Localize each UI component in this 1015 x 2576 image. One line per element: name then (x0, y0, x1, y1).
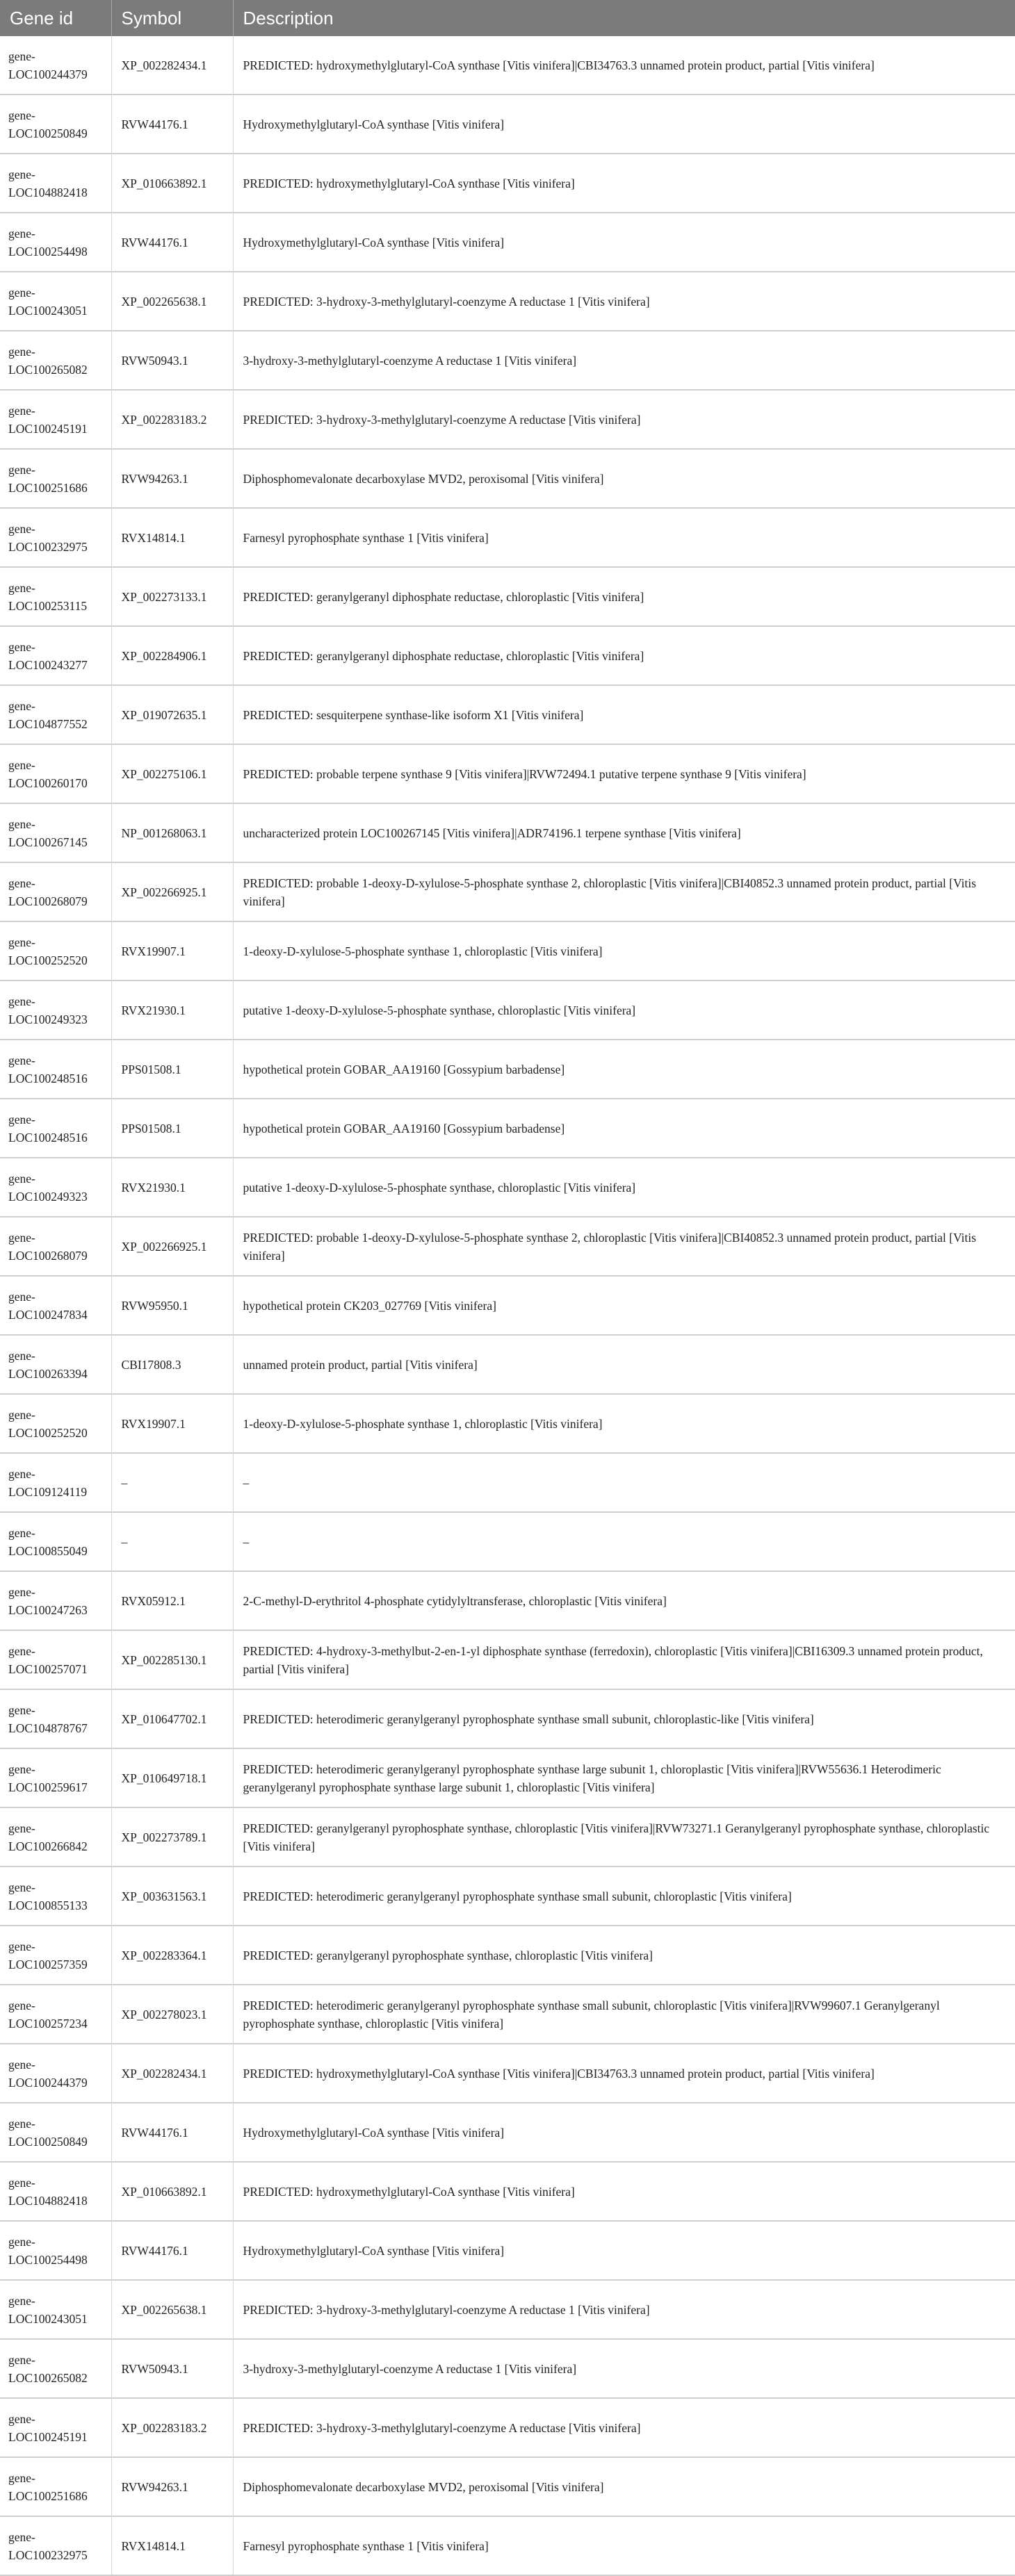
gene-id-cell: gene- LOC100266842 (0, 1807, 111, 1867)
table-row (0, 1630, 1015, 1689)
description-cell: Hydroxymethylglutaryl-CoA synthase [Vitis vinifera] (233, 213, 1015, 272)
symbol-cell: NP_001268063.1 (111, 803, 233, 862)
gene-id-cell: gene- LOC100257359 (0, 1926, 111, 1985)
symbol-cell: XP_002283183.2 (111, 2398, 233, 2457)
symbol-cell: XP_002278023.1 (111, 1985, 233, 2044)
description-cell: PREDICTED: heterodimeric geranylgeranyl pyrophosphate synthase large subunit 1, chloroplastic [Vitis vinifera]|RVW55636.1 Heterodimeric geranylgeranyl pyrophosphate synthase large subunit 1, chloroplastic [Vitis vinifera] (233, 1748, 1015, 1807)
symbol-cell: RVW94263.1 (111, 2457, 233, 2516)
table-row (0, 685, 1015, 744)
description-cell: Hydroxymethylglutaryl-CoA synthase [Vitis vinifera] (233, 2103, 1015, 2162)
table-row (0, 36, 1015, 95)
description-cell: hypothetical protein CK203_027769 [Vitis vinifera] (233, 1276, 1015, 1335)
table-row (0, 1689, 1015, 1748)
description-cell: PREDICTED: heterodimeric geranylgeranyl pyrophosphate synthase small subunit, chloroplastic [Vitis vinifera] (233, 1867, 1015, 1926)
gene-id-cell: gene- LOC100251686 (0, 2457, 111, 2516)
symbol-cell: – (111, 1512, 233, 1571)
description-cell: PREDICTED: 3-hydroxy-3-methylglutaryl-coenzyme A reductase [Vitis vinifera] (233, 390, 1015, 449)
table-row (0, 862, 1015, 921)
symbol-cell: RVW50943.1 (111, 331, 233, 390)
gene-id-cell: gene- LOC100855049 (0, 1512, 111, 1571)
symbol-cell: RVW44176.1 (111, 213, 233, 272)
table-row (0, 272, 1015, 331)
symbol-cell: PPS01508.1 (111, 1040, 233, 1099)
table-row (0, 2044, 1015, 2103)
table-row (0, 1099, 1015, 1158)
description-cell: 3-hydroxy-3-methylglutaryl-coenzyme A reductase 1 [Vitis vinifera] (233, 331, 1015, 390)
gene-id-cell: gene- LOC100244379 (0, 2044, 111, 2103)
description-cell: PREDICTED: 3-hydroxy-3-methylglutaryl-coenzyme A reductase 1 [Vitis vinifera] (233, 2280, 1015, 2339)
description-cell: PREDICTED: 4-hydroxy-3-methylbut-2-en-1-yl diphosphate synthase (ferredoxin), chloroplastic [Vitis vinifera]|CBI16309.3 unnamed protein product, partial [Vitis vinifera] (233, 1630, 1015, 1689)
gene-id-cell: gene- LOC100251686 (0, 449, 111, 508)
symbol-cell: XP_002285130.1 (111, 1630, 233, 1689)
symbol-cell: CBI17808.3 (111, 1335, 233, 1394)
description-cell: hypothetical protein GOBAR_AA19160 [Gossypium barbadense] (233, 1040, 1015, 1099)
symbol-cell: RVW94263.1 (111, 449, 233, 508)
symbol-cell: XP_002283183.2 (111, 390, 233, 449)
description-cell: Farnesyl pyrophosphate synthase 1 [Vitis vinifera] (233, 2516, 1015, 2575)
description-cell: 1-deoxy-D-xylulose-5-phosphate synthase 1, chloroplastic [Vitis vinifera] (233, 1394, 1015, 1453)
gene-id-cell: gene- LOC100252520 (0, 921, 111, 981)
symbol-cell: XP_003631563.1 (111, 1867, 233, 1926)
gene-id-cell: gene- LOC100268079 (0, 862, 111, 921)
table-row (0, 2457, 1015, 2516)
symbol-cell: XP_002284906.1 (111, 626, 233, 685)
gene-id-cell: gene- LOC100243051 (0, 2280, 111, 2339)
gene-id-cell: gene- LOC100232975 (0, 2516, 111, 2575)
description-cell: PREDICTED: hydroxymethylglutaryl-CoA synthase [Vitis vinifera]|CBI34763.3 unnamed protein product, partial [Vitis vinifera] (233, 36, 1015, 95)
gene-id-cell: gene- LOC104878767 (0, 1689, 111, 1748)
description-cell: Diphosphomevalonate decarboxylase MVD2, peroxisomal [Vitis vinifera] (233, 449, 1015, 508)
symbol-cell: RVX14814.1 (111, 508, 233, 567)
table-row (0, 449, 1015, 508)
gene-id-cell: gene- LOC100247263 (0, 1571, 111, 1630)
gene-id-cell: gene- LOC100243277 (0, 626, 111, 685)
symbol-cell: RVX21930.1 (111, 981, 233, 1040)
gene-id-cell: gene- LOC100265082 (0, 2339, 111, 2398)
symbol-cell: XP_002273133.1 (111, 567, 233, 626)
gene-id-cell: gene- LOC100247834 (0, 1276, 111, 1335)
description-cell: PREDICTED: hydroxymethylglutaryl-CoA synthase [Vitis vinifera] (233, 2162, 1015, 2221)
gene-id-cell: gene- LOC100253115 (0, 567, 111, 626)
symbol-cell: XP_002266925.1 (111, 1217, 233, 1276)
table-row (0, 921, 1015, 981)
description-cell: Diphosphomevalonate decarboxylase MVD2, peroxisomal [Vitis vinifera] (233, 2457, 1015, 2516)
symbol-cell: XP_002282434.1 (111, 36, 233, 95)
gene-id-cell: gene- LOC100254498 (0, 213, 111, 272)
symbol-cell: RVW50943.1 (111, 2339, 233, 2398)
gene-id-cell: gene- LOC100245191 (0, 390, 111, 449)
symbol-cell: XP_002273789.1 (111, 1807, 233, 1867)
gene-id-cell: gene- LOC100252520 (0, 1394, 111, 1453)
description-cell: PREDICTED: geranylgeranyl diphosphate reductase, chloroplastic [Vitis vinifera] (233, 567, 1015, 626)
table-row (0, 981, 1015, 1040)
gene-id-cell: gene- LOC100244379 (0, 36, 111, 95)
gene-id-cell: gene- LOC100267145 (0, 803, 111, 862)
description-cell: 1-deoxy-D-xylulose-5-phosphate synthase 1, chloroplastic [Vitis vinifera] (233, 921, 1015, 981)
description-cell: 2-C-methyl-D-erythritol 4-phosphate cytidylyltransferase, chloroplastic [Vitis vinifera] (233, 1571, 1015, 1630)
symbol-cell: – (111, 1453, 233, 1512)
table-body (0, 36, 1015, 2575)
table-row (0, 154, 1015, 213)
symbol-cell: XP_010649718.1 (111, 1748, 233, 1807)
gene-id-cell: gene- LOC100232975 (0, 508, 111, 567)
table-row (0, 626, 1015, 685)
gene-id-cell: gene- LOC100257071 (0, 1630, 111, 1689)
symbol-cell: RVW44176.1 (111, 95, 233, 154)
gene-id-cell: gene- LOC100249323 (0, 981, 111, 1040)
symbol-cell: RVX05912.1 (111, 1571, 233, 1630)
description-cell: PREDICTED: heterodimeric geranylgeranyl pyrophosphate synthase small subunit, chloroplastic-like [Vitis vinifera] (233, 1689, 1015, 1748)
header-gene-id: Gene id (0, 0, 111, 36)
gene-id-cell: gene- LOC100855133 (0, 1867, 111, 1926)
description-cell: PREDICTED: hydroxymethylglutaryl-CoA synthase [Vitis vinifera] (233, 154, 1015, 213)
symbol-cell: RVX19907.1 (111, 921, 233, 981)
symbol-cell: XP_002265638.1 (111, 2280, 233, 2339)
description-cell: PREDICTED: probable 1-deoxy-D-xylulose-5-phosphate synthase 2, chloroplastic [Vitis vinifera]|CBI40852.3 unnamed protein product, partial [Vitis vinifera] (233, 862, 1015, 921)
gene-id-cell: gene- LOC100249323 (0, 1158, 111, 1217)
description-cell: putative 1-deoxy-D-xylulose-5-phosphate synthase, chloroplastic [Vitis vinifera] (233, 981, 1015, 1040)
gene-id-cell: gene- LOC100243051 (0, 272, 111, 331)
description-cell: – (233, 1453, 1015, 1512)
gene-id-cell: gene- LOC100259617 (0, 1748, 111, 1807)
description-cell: PREDICTED: sesquiterpene synthase-like isoform X1 [Vitis vinifera] (233, 685, 1015, 744)
header-symbol: Symbol (111, 0, 233, 36)
table-row (0, 1040, 1015, 1099)
symbol-cell: XP_002266925.1 (111, 862, 233, 921)
description-cell: PREDICTED: geranylgeranyl pyrophosphate synthase, chloroplastic [Vitis vinifera]|RVW73271.1 Geranylgeranyl pyrophosphate synthase, chloroplastic [Vitis vinifera] (233, 1807, 1015, 1867)
table-row (0, 2516, 1015, 2575)
description-cell: PREDICTED: probable 1-deoxy-D-xylulose-5-phosphate synthase 2, chloroplastic [Vitis vinifera]|CBI40852.3 unnamed protein product, partial [Vitis vinifera] (233, 1217, 1015, 1276)
table-row (0, 1217, 1015, 1276)
table-row (0, 213, 1015, 272)
table-row (0, 95, 1015, 154)
gene-id-cell: gene- LOC100248516 (0, 1040, 111, 1099)
table-row (0, 1748, 1015, 1807)
description-cell: PREDICTED: hydroxymethylglutaryl-CoA synthase [Vitis vinifera]|CBI34763.3 unnamed protein product, partial [Vitis vinifera] (233, 2044, 1015, 2103)
table-row (0, 1985, 1015, 2044)
table-row (0, 1276, 1015, 1335)
table-row (0, 2162, 1015, 2221)
symbol-cell: RVW44176.1 (111, 2221, 233, 2280)
gene-id-cell: gene- LOC100263394 (0, 1335, 111, 1394)
description-cell: – (233, 1512, 1015, 1571)
gene-id-cell: gene- LOC100250849 (0, 95, 111, 154)
table-row (0, 2339, 1015, 2398)
table-row (0, 2103, 1015, 2162)
symbol-cell: RVX21930.1 (111, 1158, 233, 1217)
table-row (0, 1512, 1015, 1571)
gene-id-cell: gene- LOC100254498 (0, 2221, 111, 2280)
gene-id-cell: gene- LOC100268079 (0, 1217, 111, 1276)
table-row (0, 1335, 1015, 1394)
description-cell: PREDICTED: geranylgeranyl diphosphate reductase, chloroplastic [Vitis vinifera] (233, 626, 1015, 685)
header-row (0, 0, 1015, 36)
table-row (0, 1867, 1015, 1926)
description-cell: Hydroxymethylglutaryl-CoA synthase [Vitis vinifera] (233, 95, 1015, 154)
gene-id-cell: gene- LOC100265082 (0, 331, 111, 390)
symbol-cell: RVX19907.1 (111, 1394, 233, 1453)
table-row (0, 1926, 1015, 1985)
table-row (0, 390, 1015, 449)
gene-id-cell: gene- LOC100248516 (0, 1099, 111, 1158)
table-row (0, 508, 1015, 567)
symbol-cell: XP_019072635.1 (111, 685, 233, 744)
description-cell: putative 1-deoxy-D-xylulose-5-phosphate synthase, chloroplastic [Vitis vinifera] (233, 1158, 1015, 1217)
gene-id-cell: gene- LOC104882418 (0, 2162, 111, 2221)
gene-id-cell: gene- LOC100257234 (0, 1985, 111, 2044)
description-cell: 3-hydroxy-3-methylglutaryl-coenzyme A reductase 1 [Vitis vinifera] (233, 2339, 1015, 2398)
description-cell: uncharacterized protein LOC100267145 [Vitis vinifera]|ADR74196.1 terpene synthase [Vitis vinifera] (233, 803, 1015, 862)
table-row (0, 2221, 1015, 2280)
symbol-cell: XP_010647702.1 (111, 1689, 233, 1748)
gene-id-cell: gene- LOC100260170 (0, 744, 111, 803)
description-cell: PREDICTED: geranylgeranyl pyrophosphate synthase, chloroplastic [Vitis vinifera] (233, 1926, 1015, 1985)
symbol-cell: XP_010663892.1 (111, 2162, 233, 2221)
symbol-cell: XP_002265638.1 (111, 272, 233, 331)
table-row (0, 1807, 1015, 1867)
description-cell: PREDICTED: 3-hydroxy-3-methylglutaryl-coenzyme A reductase [Vitis vinifera] (233, 2398, 1015, 2457)
description-cell: Hydroxymethylglutaryl-CoA synthase [Vitis vinifera] (233, 2221, 1015, 2280)
gene-id-cell: gene- LOC100250849 (0, 2103, 111, 2162)
table-row (0, 744, 1015, 803)
table-row (0, 1571, 1015, 1630)
symbol-cell: RVW44176.1 (111, 2103, 233, 2162)
symbol-cell: RVW95950.1 (111, 1276, 233, 1335)
table-row (0, 331, 1015, 390)
symbol-cell: PPS01508.1 (111, 1099, 233, 1158)
table-row (0, 567, 1015, 626)
table-row (0, 2280, 1015, 2339)
gene-id-cell: gene- LOC104882418 (0, 154, 111, 213)
table-row (0, 803, 1015, 862)
symbol-cell: XP_010663892.1 (111, 154, 233, 213)
description-cell: PREDICTED: probable terpene synthase 9 [Vitis vinifera]|RVW72494.1 putative terpene synthase 9 [Vitis vinifera] (233, 744, 1015, 803)
table-row (0, 2398, 1015, 2457)
gene-id-cell: gene- LOC109124119 (0, 1453, 111, 1512)
symbol-cell: RVX14814.1 (111, 2516, 233, 2575)
table-row (0, 1453, 1015, 1512)
table-header (0, 0, 1015, 36)
table-row (0, 1394, 1015, 1453)
gene-id-cell: gene- LOC100245191 (0, 2398, 111, 2457)
symbol-cell: XP_002283364.1 (111, 1926, 233, 1985)
description-cell: PREDICTED: 3-hydroxy-3-methylglutaryl-coenzyme A reductase 1 [Vitis vinifera] (233, 272, 1015, 331)
symbol-cell: XP_002275106.1 (111, 744, 233, 803)
header-description: Description (233, 0, 1015, 36)
symbol-cell: XP_002282434.1 (111, 2044, 233, 2103)
description-cell: unnamed protein product, partial [Vitis vinifera] (233, 1335, 1015, 1394)
description-cell: hypothetical protein GOBAR_AA19160 [Gossypium barbadense] (233, 1099, 1015, 1158)
gene-id-cell: gene- LOC104877552 (0, 685, 111, 744)
description-cell: Farnesyl pyrophosphate synthase 1 [Vitis vinifera] (233, 508, 1015, 567)
table-row (0, 1158, 1015, 1217)
description-cell: PREDICTED: heterodimeric geranylgeranyl pyrophosphate synthase small subunit, chloroplastic [Vitis vinifera]|RVW99607.1 Geranylgeranyl pyrophosphate synthase, chloroplastic [Vitis vinifera] (233, 1985, 1015, 2044)
